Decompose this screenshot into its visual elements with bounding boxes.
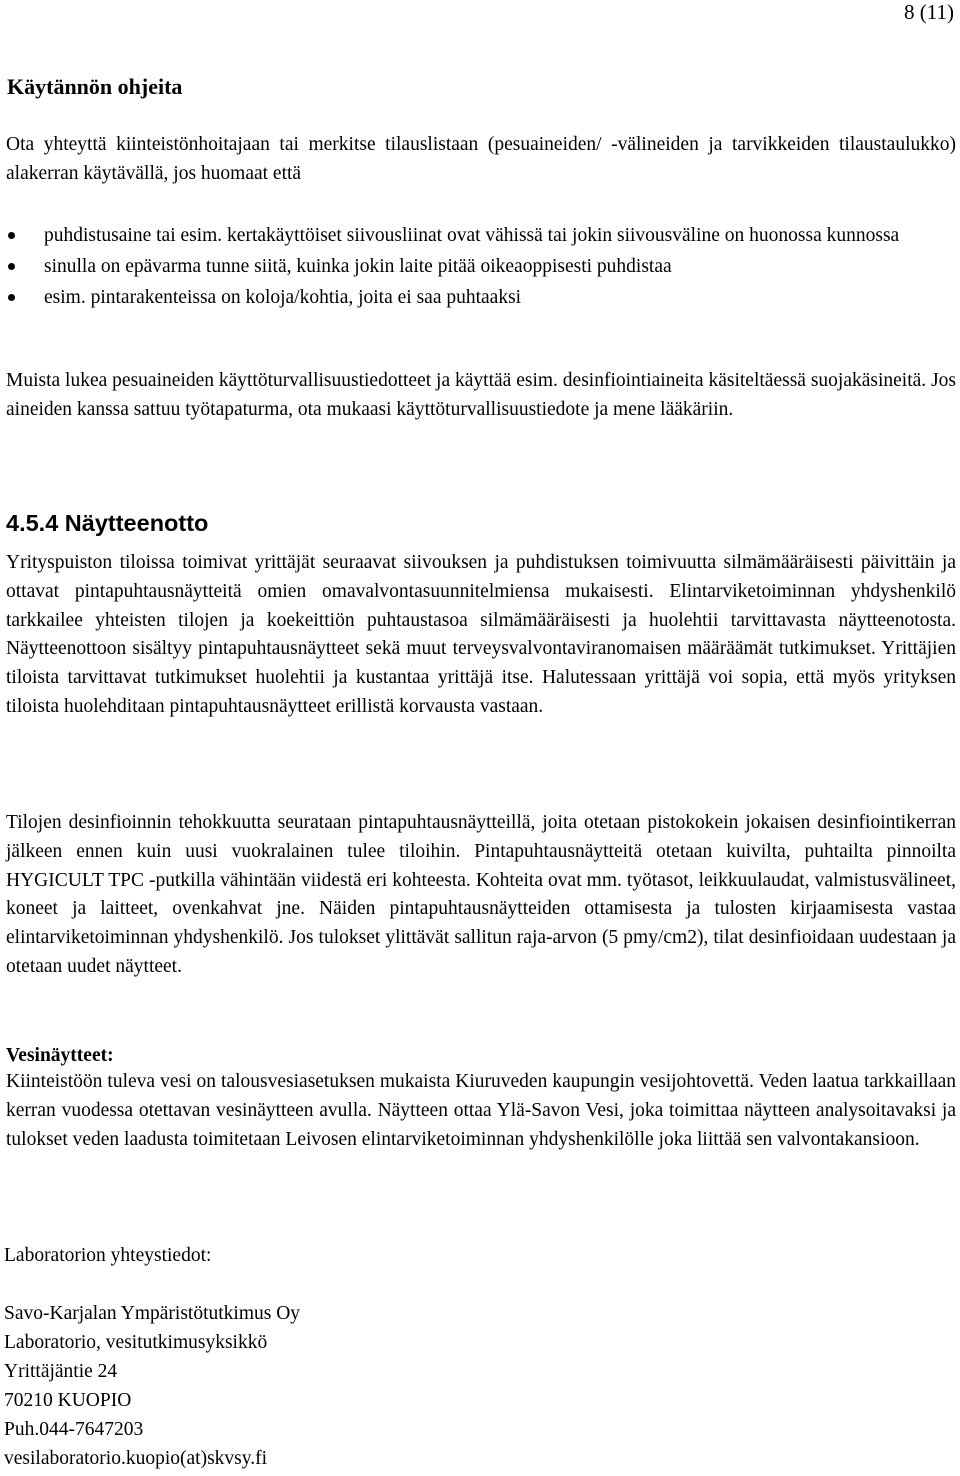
bullet-item-surface-defects: esim. pintarakenteissa on koloja/kohtia, joita ei saa puhtaaksi [0,282,958,313]
sampling-paragraph-1: Yrityspuiston tiloissa toimivat yrittäjät seuraavat siivouksen ja puhdistuksen toimivuutta silmämääräisesti päivittäin ja ottavat pintapuhtausnäytteitä omien omavalvontasuunnitelmiensa mukaisesti. Elintarviketoiminnan yhdyshenkilö tarkkailee yhteisten tilojen ja koekeittiön puhtaustasoa silmämääräisesti ja huolehtii tarvittavasta näytteenotosta. Näytteenottoon sisältyy pintapuhtausnäytteet sekä muut terveysvalvontaviranomaisen määräämät tutkimukset. Yrittäjien tiloista tarvittavat tutkimukset huolehtii ja kustantaa yrittäjä itse. Halutessaan yrittäjä voi sopia, että myös yrityksen tiloista huolehditaan pintapuhtausnäytteet erillistä korvausta vastaan. [6,552,956,717]
page-number: 8 (11) [904,0,954,24]
lab-department: Laboratorio, vesitutkimusyksikkö [4,1332,268,1353]
lab-contact-heading: Laboratorion yhteystiedot: [4,1245,212,1266]
section-heading-sampling: 4.5.4 Näytteenotto [6,510,209,536]
bullet-item-cleaning-uncertainty: sinulla on epävarma tunne siitä, kuinka jokin laite pitää oikeaoppisesti puhdistaa [0,251,958,282]
lab-phone: Puh.044-7647203 [4,1419,144,1440]
practical-instructions-heading: Käytännön ohjeita [7,74,183,99]
bullet-item-supplies: puhdistusaine tai esim. kertakäyttöiset siivousliinat ovat vähissä tai jokin siivousväline on huonossa kunnossa [0,220,958,251]
lab-company-name: Savo-Karjalan Ympäristötutkimus Oy [4,1303,301,1324]
practical-bullet-list [0,220,958,313]
safety-reminder-paragraph: Muista lukea pesuaineiden käyttöturvallisuustiedotteet ja käyttää esim. desinfiointiaineita käsiteltäessä suojakäsineitä. Jos aineiden kanssa sattuu työtapaturma, ota mukaasi käyttöturvallisuustiedote ja mene lääkäriin. [6,370,956,420]
practical-intro-paragraph: Ota yhteyttä kiinteistönhoitajaan tai merkitse tilauslistaan (pesuaineiden/ -välineiden ja tarvikkeiden tilaustaulukko) alakerran käytävällä, jos huomaat että [6,134,956,184]
lab-street-address: Yrittäjäntie 24 [4,1361,118,1382]
sampling-paragraph-2: Tilojen desinfioinnin tehokkuutta seurataan pintapuhtausnäytteillä, joita otetaan pistokokein jokaisen desinfiointikerran jälkeen ennen kuin uusi vuokralainen tulee tiloihin. Pintapuhtausnäytteitä otetaan kuivilta, puhtailta pinnoilta HYGICULT TPC -putkilla vähintään viidestä eri kohteesta. Kohteita ovat mm. työtasot, leikkuulaudat, valmistusvälineet, koneet ja laitteet, ovenkahvat jne. Näiden pintapuhtausnäytteiden ottamisesta ja tulosten kirjaamisesta vastaa elintarviketoiminnan yhdyshenkilö. Jos tulokset ylittävät sallitun raja-arvon (5 pmy/cm2), tilat desinfioidaan uudestaan ja otetaan uudet näytteet. [6,812,956,977]
water-samples-heading: Vesinäytteet: [6,1045,114,1066]
lab-postal-address: 70210 KUOPIO [4,1390,132,1411]
water-samples-paragraph: Kiinteistöön tuleva vesi on talousvesiasetuksen mukaista Kiuruveden kaupungin vesijohtovettä. Veden laatua tarkkaillaan kerran vuodessa otettavan vesinäytteen avulla. Näytteen ottaa Ylä-Savon Vesi, joka toimittaa näytteen analysoitavaksi ja tulokset veden laadusta toimitetaan Leivosen elintarviketoiminnan yhdyshenkilölle joka liittää sen valvontakansioon. [6,1071,956,1150]
lab-email: vesilaboratorio.kuopio(at)skvsy.fi [4,1448,268,1469]
